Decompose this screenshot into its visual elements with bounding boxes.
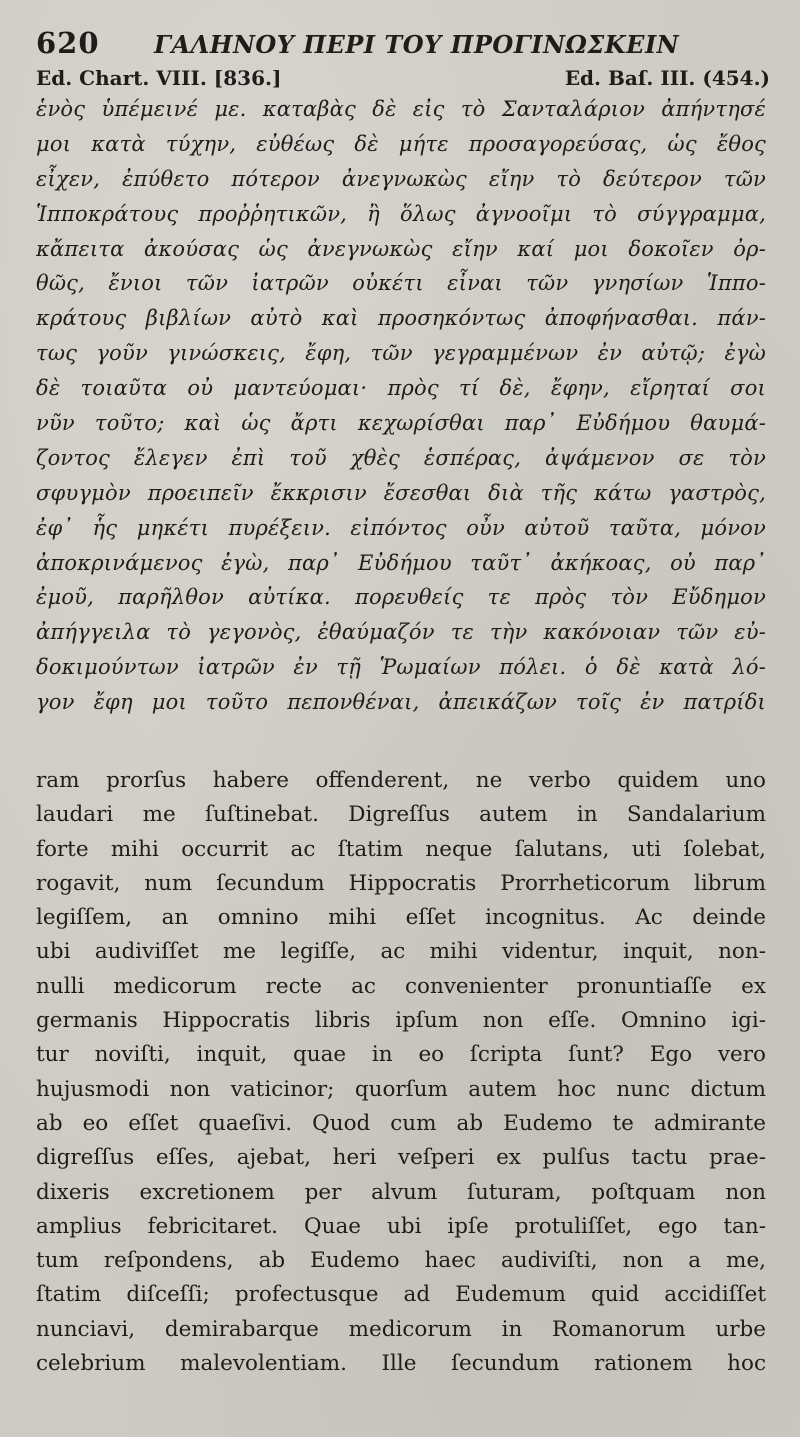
- latin-text-line: legiſſem, an omnino mihi eſſet incognitus. Ac deinde: [36, 905, 766, 931]
- greek-text-line: νῦν τοῦτο; καὶ ὡς ἄρτι κεχωρίσθαι παρ᾽ Εὐδήμου θαυμά-: [36, 411, 766, 436]
- greek-text-block: [36, 92, 766, 720]
- page-header: [36, 26, 770, 66]
- latin-text-line: ab eo eſſet quaeſivi. Quod cum ab Eudemo te admirante: [36, 1110, 766, 1136]
- greek-text-line: ἐφ᾽ ἧς μηκέτι πυρέξειν. εἰπόντος οὖν αὐτοῦ ταῦτα, μόνον: [36, 515, 766, 540]
- latin-text-line: forte mihi occurrit ac ſtatim neque ſalutans, uti ſolebat,: [36, 836, 766, 862]
- page-number: 620: [36, 26, 100, 60]
- latin-text-line: tur noviſti, inquit, quae in eo ſcripta ſunt? Ego vero: [36, 1042, 766, 1068]
- greek-text-line: σφυγμὸν προειπεῖν ἔκκρισιν ἔσεσθαι διὰ τῆς κάτω γαστρὸς,: [36, 480, 766, 505]
- latin-text-line: ram prorſus habere offenderent, ne verbo quidem uno: [36, 768, 766, 793]
- latin-text-line: hujusmodi non vaticinor; quorſum autem hoc nunc dictum: [36, 1076, 766, 1102]
- greek-text-line: κἄπειτα ἀκούσας ὡς ἀνεγνωκὼς εἴην καί μοι δοκοῖεν ὀρ-: [36, 236, 766, 261]
- latin-text-block: [36, 764, 766, 1381]
- greek-text-line: ἑνὸς ὑπέμεινέ με. καταβὰς δὲ εἰς τὸ Σανταλάριον ἀπήντησέ: [36, 97, 766, 121]
- greek-text-line: κράτους βιβλίων αὐτὸ καὶ προσηκόντως ἀποφήνασθαι. πάν-: [36, 306, 766, 331]
- latin-text-line: ubi audiviſſet me legiſſe, ac mihi videntur, inquit, non-: [36, 939, 766, 965]
- edition-reference-chartier: Ed. Chart. VIII. [836.]: [36, 66, 282, 90]
- latin-text-line: celebrium malevolentiam. Ille ſecundum rationem hoc: [36, 1351, 766, 1377]
- latin-text-line: digreſſus eſſes, ajebat, heri veſperi ex pulſus tactu prae-: [36, 1145, 766, 1171]
- latin-text-line: ſtatim diſceſſi; profectusque ad Eudemum quid accidiſſet: [36, 1282, 766, 1308]
- latin-text-line: laudari me ſuſtinebat. Digreſſus autem in Sandalarium: [36, 802, 766, 828]
- latin-text-line: tum reſpondens, ab Eudemo haec audiviſti, non a me,: [36, 1248, 766, 1274]
- greek-text-line: τως γοῦν γινώσκεις, ἔφη, τῶν γεγραμμένων ἐν αὐτῷ; ἐγὼ: [36, 341, 766, 366]
- greek-text-line: ζοντος ἔλεγεν ἐπὶ τοῦ χθὲς ἑσπέρας, ἀψάμενον σε τὸν: [36, 445, 766, 470]
- greek-text-line: μοι κατὰ τύχην, εὐθέως δὲ μήτε προσαγορεύσας, ὡς ἔθος: [36, 131, 766, 156]
- greek-text-line: δὲ τοιαῦτα οὐ μαντεύομαι· πρὸς τί δὲ, ἔφην, εἴρηταί σοι: [36, 376, 766, 401]
- greek-text-line: δοκιμούντων ἰατρῶν ἐν τῇ Ῥωμαίων πόλει. ὁ δὲ κατὰ λό-: [36, 655, 766, 680]
- greek-text-line: θῶς, ἔνιοι τῶν ἰατρῶν οὐκέτι εἶναι τῶν γνησίων Ἱππο-: [36, 271, 766, 296]
- greek-text-line: ἐμοῦ, παρῆλθον αὐτίκα. πορευθείς τε πρὸς τὸν Εὔδημον: [36, 585, 766, 610]
- edition-reference-basel: Ed. Baſ. III. (454.): [564, 66, 770, 90]
- latin-text-line: nunciavi, demirabarque medicorum in Romanorum urbe: [36, 1316, 766, 1342]
- latin-text-line: germanis Hippocratis libris ipſum non eſſe. Omnino igi-: [36, 1008, 766, 1034]
- greek-text-line: εἶχεν, ἐπύθετο πότερον ἀνεγνωκὼς εἴην τὸ δεύτερον τῶν: [36, 166, 766, 191]
- running-title: ΓΑΛΗΝΟΥ ΠΕΡΙ ΤΟΥ ΠΡΟΓΙΝΩΣΚΕΙΝ: [154, 30, 680, 59]
- greek-text-line: ἀποκρινάμενος ἐγὼ, παρ᾽ Εὐδήμου ταῦτ᾽ ἀκήκοας, οὐ παρ᾽: [36, 550, 766, 575]
- latin-text-line: nulli medicorum recte ac convenienter pronuntiaſſe ex: [36, 973, 766, 999]
- greek-text-line: Ἱπποκράτους προῤῥητικῶν, ἢ ὅλως ἀγνοοῖμι τὸ σύγγραμμα,: [36, 201, 766, 226]
- latin-text-line: dixeris excretionem per alvum ſuturam, poſtquam non: [36, 1179, 766, 1205]
- greek-text-line: ἀπήγγειλα τὸ γεγονὸς, ἐθαύμαζόν τε τὴν κακόνοιαν τῶν εὐ-: [36, 620, 766, 645]
- latin-text-line: rogavit, num ſecundum Hippocratis Prorrheticorum librum: [36, 870, 766, 896]
- edition-reference-line: [36, 66, 770, 94]
- latin-text-line: amplius febricitaret. Quae ubi ipſe protuliſſet, ego tan-: [36, 1213, 766, 1239]
- greek-text-line: γον ἔφη μοι τοῦτο πεπονθέναι, ἀπεικάζων τοῖς ἐν πατρίδι: [36, 690, 766, 715]
